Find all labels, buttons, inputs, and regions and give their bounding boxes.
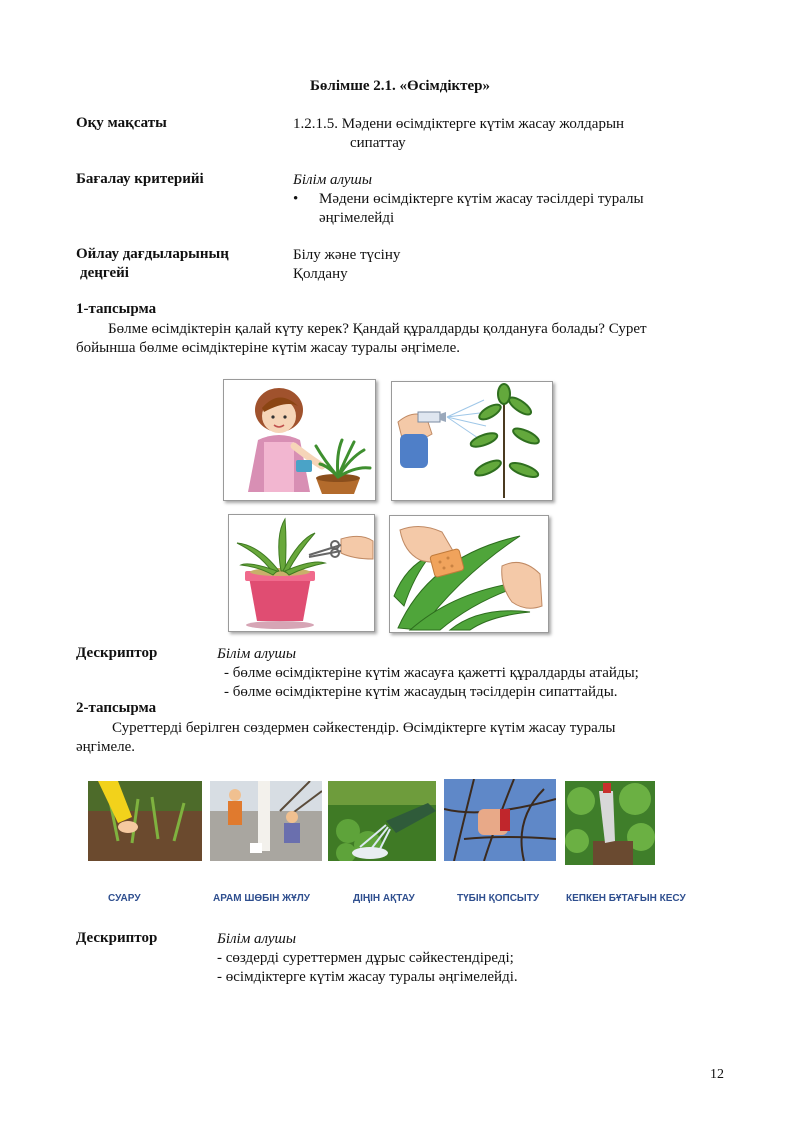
goal-text-line-1: 1.2.1.5. Мәдени өсімдіктерге күтім жасау жолдарын — [293, 116, 625, 132]
caption-weeding: АРАМ ШӨБІН ЖҰЛУ — [213, 893, 310, 904]
task1-heading: 1-тапсырма — [76, 301, 157, 317]
descriptor2-label: Дескриптор — [76, 930, 158, 946]
criteria-intro: Білім алушы — [293, 172, 373, 188]
girl-watering-plant-illustration — [223, 379, 376, 501]
goal-label: Оқу мақсаты — [76, 115, 167, 131]
pruning-plant-illustration — [228, 514, 375, 632]
goal-text-line-2: сипаттау — [350, 135, 406, 151]
weeding-photo — [210, 781, 322, 861]
cutting-dry-branch-photo — [565, 781, 655, 865]
task1-line-1: Бөлме өсімдіктерін қалай күту керек? Қандай құралдарды қолдануға болады? Сурет — [108, 321, 647, 337]
page-number: 12 — [710, 1067, 724, 1082]
task2-line-1: Суреттерді берілген сөздермен сәйкестендір. Өсімдіктерге күтім жасау туралы — [112, 720, 616, 736]
caption-whitewashing: ДІҢІН АҚТАУ — [353, 893, 415, 904]
level-label-line-1: Ойлау дағдыларының — [76, 246, 229, 262]
descriptor2-item: - өсімдіктерге күтім жасау туралы әңгімелейді. — [217, 969, 518, 985]
caption-loosening-soil: ТҮБІН ҚОПСЫТУ — [457, 893, 540, 904]
wiping-leaves-illustration — [389, 515, 549, 633]
descriptor2-item: - сөздерді суреттермен дұрыс сәйкестендіреді; — [217, 950, 514, 966]
criteria-bullet-line-2: әңгімелейді — [319, 210, 395, 226]
caption-watering: СУАРУ — [108, 893, 141, 904]
task2-line-2: әңгімеле. — [76, 739, 136, 755]
task2-heading: 2-тапсырма — [76, 700, 157, 716]
criteria-label: Бағалау критерийі — [76, 171, 204, 187]
caption-cutting-dry-branch: КЕПКЕН БҰТАҒЫН КЕСУ — [566, 893, 686, 904]
descriptor1-intro: Білім алушы — [217, 646, 297, 662]
level-2: Қолдану — [293, 266, 348, 282]
bullet-icon: • — [293, 191, 299, 207]
descriptor2-list — [217, 949, 518, 987]
descriptor1-label: Дескриптор — [76, 645, 158, 661]
descriptor2-intro: Білім алушы — [217, 931, 297, 947]
criteria-bullet — [293, 190, 644, 228]
task1-line-2: бойынша бөлме өсімдіктеріне күтім жасау туралы әңгімеле. — [76, 340, 461, 356]
criteria-bullet-line-1: Мәдени өсімдіктерге күтім жасау тәсілдері туралы — [319, 191, 644, 207]
descriptor1-list — [224, 664, 639, 702]
descriptor1-item: - бөлме өсімдіктеріне күтім жасаудың тәсілдерін сипаттайды. — [224, 684, 618, 700]
watering-photo — [88, 781, 202, 861]
level-label-line-2: деңгейі — [80, 265, 129, 281]
loosening-soil-photo — [444, 779, 556, 861]
level-1: Білу және түсіну — [293, 247, 401, 263]
section-title: Бөлімше 2.1. «Өсімдіктер» — [309, 78, 490, 94]
descriptor1-item: - бөлме өсімдіктеріне күтім жасауға қажетті құралдарды атайды; — [224, 665, 639, 681]
whitewashing-photo — [328, 781, 436, 861]
spraying-plant-illustration — [391, 381, 553, 501]
